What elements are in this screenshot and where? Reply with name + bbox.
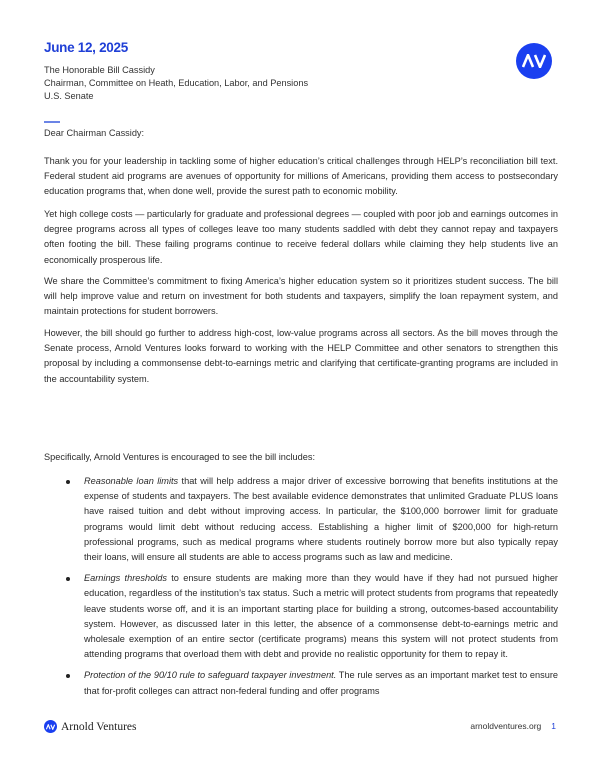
paragraph-specifically: Specifically, Arnold Ventures is encouraged to see the bill includes:	[44, 452, 316, 462]
org-name: Arnold Ventures	[61, 720, 137, 733]
list-item-text: The rule serves as an important market test to ensure that for-profit colleges can attract non-federal funding and offer programs	[84, 670, 558, 696]
paragraph-commitment: We share the Committee’s commitment to fixing America’s higher education system so it prioritizes student success. The bill will help improve value and return on investment for both students and taxpayers, simplify the loan repayment system, and maintain protections for student borrowers.	[44, 276, 558, 317]
list-item-lead: Earnings thresholds	[84, 573, 167, 584]
list-item	[64, 571, 558, 662]
bullet-icon	[66, 480, 70, 484]
letter-date: June 12, 2025	[44, 40, 128, 55]
list-item-lead: Protection of the 90/10 rule to safeguard taxpayer investment.	[84, 670, 337, 681]
list-item-text: that will help address a major driver of excessive borrowing that benefits institutions at the expense of students and taxpayers. The best available evidence demonstrates that unlimited Graduate PLUS loans have raised tuition and debt without improving access. In particular, the $100,000 borrower limit for graduate programs would limit debt without reducing access. Establishing a higher limit of $200,000 for high-return professional programs, such as medical programs where students routinely borrow more but also typically repay their loans, will ensure all students are able to access programs such as law and medicine.	[84, 476, 558, 563]
list-item	[64, 668, 558, 698]
list-item-text: to ensure students are making more than they would have if they had not pursued higher education, regardless of the institution’s tax status. Such a metric will protect students from programs that repeatedly leave students worse off, and it is an important starting place for building a strong, outcomes-based accountability system. However, as discussed later in this letter, the absence of a commonsense debt-to-earnings metric and wholesale exemption of an entire sector (certificate programs) means this system will not protect students from attending programs that overload them with debt and provide no realistic opportunity for them to repay it.	[84, 573, 558, 660]
recipient-title: Chairman, Committee on Heath, Education, Labor, and Pensions	[44, 78, 309, 88]
paragraph-intro: Thank you for your leadership in tackling some of higher education’s critical challenges through HELP’s reconciliation bill text. Federal student aid programs are avenues of opportunity for millions of Americans, providing them access to postsecondary education programs that, when done well, provide the surest path to economic mobility.	[44, 156, 558, 197]
footer-meta	[470, 721, 556, 731]
footer-brand	[44, 720, 137, 733]
accent-divider	[44, 121, 60, 123]
paragraph-costs: Yet high college costs — particularly for graduate and professional degrees — coupled with poor job and earnings outcomes in degree programs across all types of colleges leave too many students saddled with debt they cannot repay and taxpayers often footing the bill. These failing programs continue to receive federal dollars while claiming they help students live an economically prosperous life.	[44, 209, 558, 265]
bill-provisions-list	[64, 474, 558, 705]
av-footer-logo-icon	[44, 720, 57, 733]
recipient-name: The Honorable Bill Cassidy	[44, 65, 155, 75]
av-logo-icon	[516, 43, 552, 79]
bullet-icon	[66, 577, 70, 581]
page-number: 1	[551, 721, 556, 731]
recipient-address	[44, 64, 308, 103]
salutation: Dear Chairman Cassidy:	[44, 128, 145, 138]
list-item-lead: Reasonable loan limits	[84, 476, 179, 486]
recipient-organization: U.S. Senate	[44, 91, 94, 101]
list-item	[64, 474, 558, 565]
paragraph-however: However, the bill should go further to address high-cost, low-value programs across all sectors. As the bill moves through the Senate process, Arnold Ventures looks forward to working with the HELP Committee and other senators to strengthen this proposal by including a commonsense debt-to-earnings metric and clarifying that certificate-granting programs are included in the accountability system.	[44, 328, 558, 384]
website-link[interactable]: arnoldventures.org	[470, 721, 542, 731]
bullet-icon	[66, 674, 70, 678]
